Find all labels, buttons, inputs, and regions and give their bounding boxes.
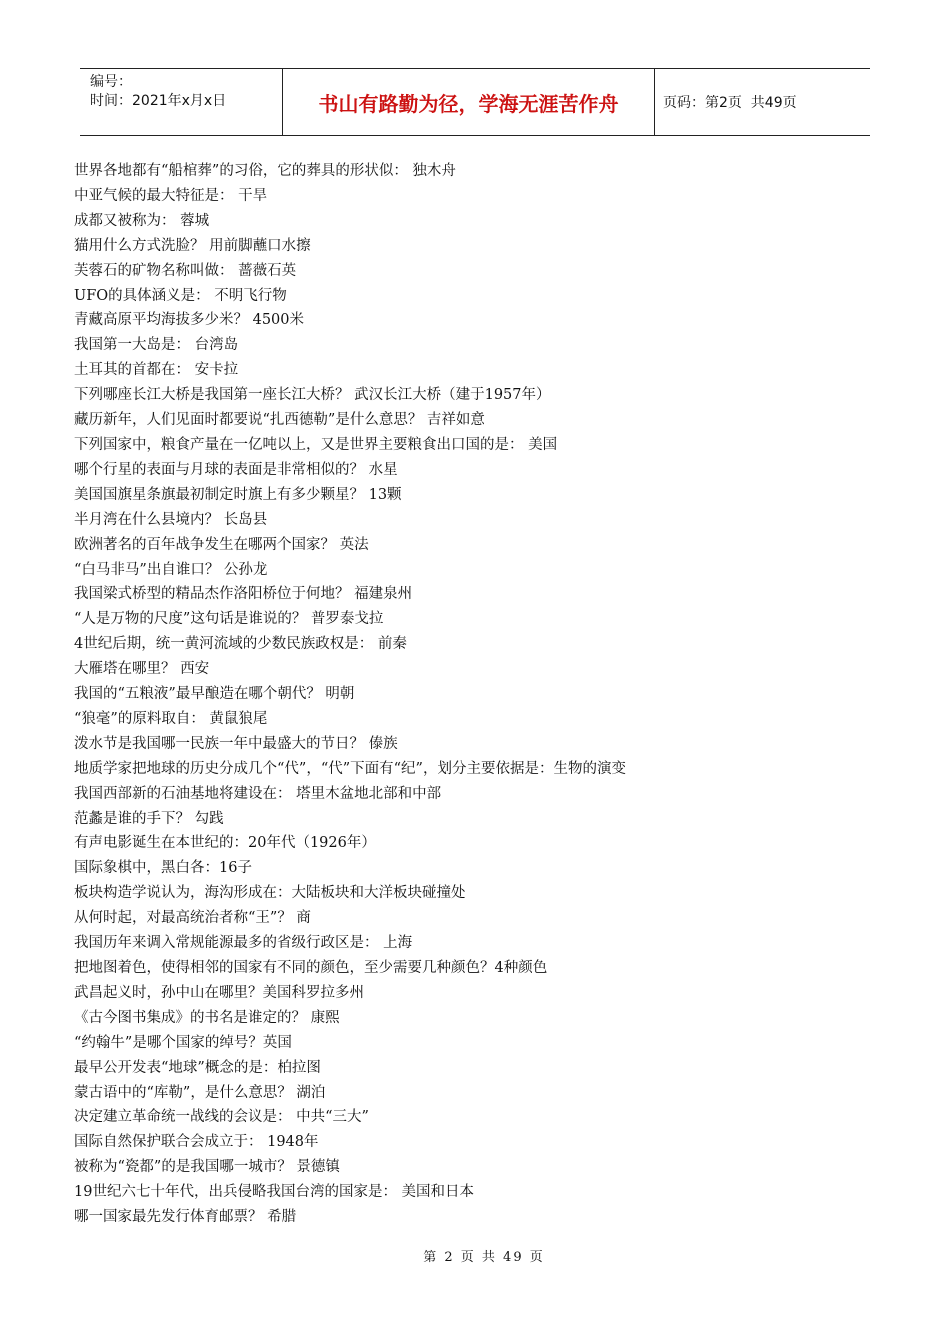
document-number-label: 编号： bbox=[90, 74, 132, 90]
qa-line: 武昌起义时，孙中山在哪里？美国科罗拉多州 bbox=[74, 984, 364, 1001]
qa-line: “白马非马”出自谁口？ 公孙龙 bbox=[74, 561, 268, 578]
qa-line: 泼水节是我国哪一民族一年中最盛大的节日？ 傣族 bbox=[74, 735, 398, 752]
qa-line: 《古今图书集成》的书名是谁定的？ 康熙 bbox=[74, 1009, 340, 1026]
qa-line: 决定建立革命统一战线的会议是： 中共“三大” bbox=[74, 1109, 369, 1126]
qa-line: 被称为“瓷都”的是我国哪一城市？ 景德镇 bbox=[74, 1159, 340, 1176]
qa-line: 我国第一大岛是： 台湾岛 bbox=[74, 337, 239, 354]
qa-line: 成都又被称为： 蓉城 bbox=[74, 212, 210, 229]
qa-line: 哪一国家最先发行体育邮票？ 希腊 bbox=[74, 1209, 297, 1226]
qa-line: 芙蓉石的矿物名称叫做： 蔷薇石英 bbox=[74, 262, 297, 279]
qa-line: 藏历新年，人们见面时都要说“扎西德勒”是什么意思？ 吉祥如意 bbox=[74, 412, 485, 429]
header-meta bbox=[80, 69, 283, 135]
qa-line: 4世纪后期，统一黄河流域的少数民族政权是： 前秦 bbox=[74, 636, 407, 653]
qa-line: 从何时起，对最高统治者称“王”？ 商 bbox=[74, 910, 311, 927]
footer-page-number: 第 2 页 共 49 页 bbox=[423, 1250, 545, 1265]
qa-line: 我国西部新的石油基地将建设在： 塔里木盆地北部和中部 bbox=[74, 785, 442, 802]
qa-line: 土耳其的首都在： 安卡拉 bbox=[74, 362, 239, 379]
qa-line: 国际自然保护联合会成立于： 1948年 bbox=[74, 1134, 319, 1151]
qa-line: 有声电影诞生在本世纪的：20年代（1926年） bbox=[74, 835, 376, 852]
header-page-info bbox=[655, 69, 870, 135]
qa-line: 把地图着色，使得相邻的国家有不同的颜色，至少需要几种颜色？4种颜色 bbox=[74, 960, 548, 976]
page-info-text: 页码：第2页 共49页 bbox=[663, 95, 797, 111]
qa-line: 美国国旗星条旗最初制定时旗上有多少颗星？ 13颗 bbox=[74, 486, 402, 503]
qa-line: UFO的具体涵义是： 不明飞行物 bbox=[74, 287, 287, 304]
qa-line: 下列国家中，粮食产量在一亿吨以上，又是世界主要粮食出口国的是： 美国 bbox=[74, 436, 558, 453]
qa-line: “约翰牛”是哪个国家的绰号？英国 bbox=[74, 1034, 292, 1051]
qa-list bbox=[74, 159, 874, 1230]
qa-line: 大雁塔在哪里？ 西安 bbox=[74, 661, 210, 678]
qa-line: 地质学家把地球的历史分成几个“代”，“代”下面有“纪”，划分主要依据是：生物的演变 bbox=[74, 760, 626, 777]
qa-line: 蒙古语中的“库勒”，是什么意思？ 湖泊 bbox=[74, 1084, 326, 1101]
qa-line: 我国梁式桥型的精品杰作洛阳桥位于何地？ 福建泉州 bbox=[74, 586, 413, 603]
qa-line: 中亚气候的最大特征是： 干旱 bbox=[74, 187, 268, 204]
qa-line: 哪个行星的表面与月球的表面是非常相似的？ 水星 bbox=[74, 461, 398, 478]
document-time-label: 时间：2021年x月x日 bbox=[90, 93, 227, 109]
qa-line: 我国的“五粮液”最早酿造在哪个朝代？ 明朝 bbox=[74, 686, 355, 703]
page-footer bbox=[0, 1246, 950, 1265]
qa-line: 最早公开发表“地球”概念的是：柏拉图 bbox=[74, 1059, 321, 1076]
qa-line: 青藏高原平均海拔多少米？ 4500米 bbox=[74, 312, 305, 329]
qa-line: 猫用什么方式洗脸？ 用前脚蘸口水擦 bbox=[74, 237, 311, 254]
page-header bbox=[80, 68, 870, 136]
qa-line: 19世纪六七十年代，出兵侵略我国台湾的国家是： 美国和日本 bbox=[74, 1184, 475, 1201]
qa-line: “人是万物的尺度”这句话是谁说的？ 普罗泰戈拉 bbox=[74, 611, 384, 628]
qa-line: 我国历年来调入常规能源最多的省级行政区是： 上海 bbox=[74, 935, 413, 952]
qa-line: 半月湾在什么县境内？ 长岛县 bbox=[74, 511, 268, 528]
qa-line: 国际象棋中，黑白各：16子 bbox=[74, 860, 252, 877]
qa-line: 世界各地都有“船棺葬”的习俗，它的葬具的形状似： 独木舟 bbox=[74, 163, 456, 179]
qa-line: 欧洲著名的百年战争发生在哪两个国家？ 英法 bbox=[74, 536, 369, 553]
qa-line: “狼毫”的原料取自： 黄鼠狼尾 bbox=[74, 710, 268, 727]
motto-text: 书山有路勤为径，学海无涯苦作舟 bbox=[318, 91, 619, 116]
qa-line: 范蠡是谁的手下？ 勾践 bbox=[74, 810, 224, 827]
qa-line: 板块构造学说认为，海沟形成在：大陆板块和大洋板块碰撞处 bbox=[74, 885, 466, 902]
qa-line: 下列哪座长江大桥是我国第一座长江大桥？ 武汉长江大桥（建于1957年） bbox=[74, 387, 551, 404]
header-motto bbox=[283, 69, 655, 135]
